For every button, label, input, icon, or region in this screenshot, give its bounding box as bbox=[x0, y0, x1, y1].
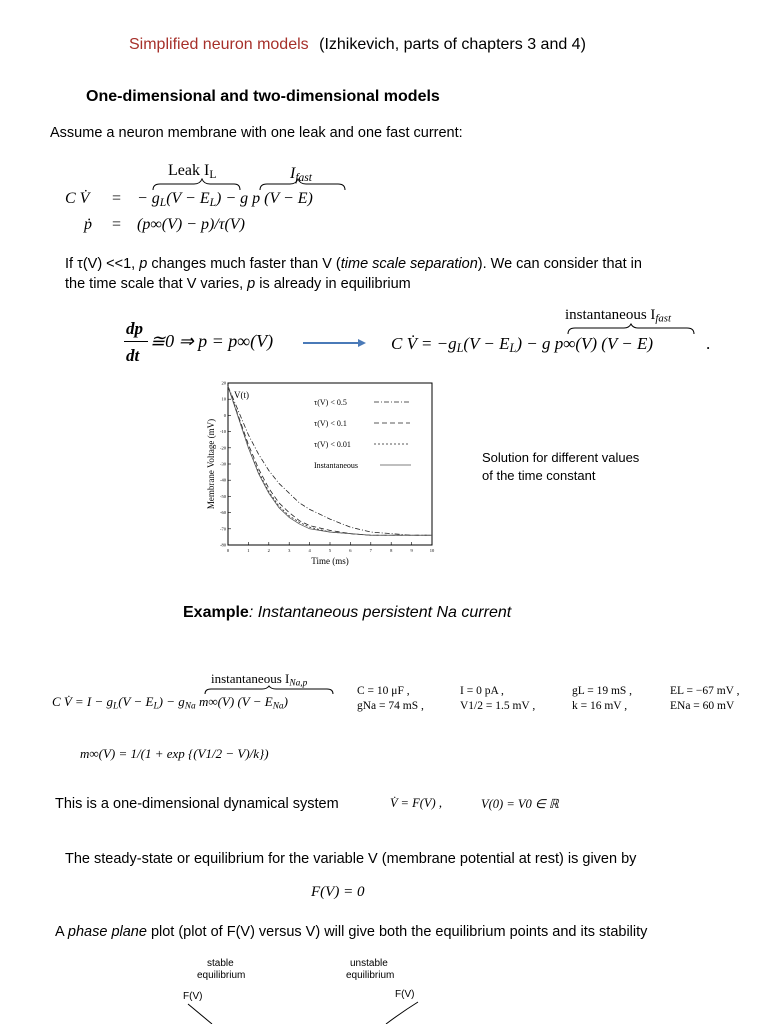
param-vhalf: V1/2 = 1.5 mV , bbox=[460, 700, 536, 712]
figure-caption-line2: of the time constant bbox=[482, 468, 596, 483]
x-tick-label: 5 bbox=[328, 548, 332, 553]
eq3-brace-label: instantaneous $I_{Na,p}$ bbox=[211, 671, 308, 689]
param-c: C = 10 μF , bbox=[357, 685, 410, 697]
y-tick-label: -10 bbox=[220, 429, 226, 435]
y-tick-label: -30 bbox=[220, 461, 226, 467]
x-tick-label: 1 bbox=[247, 548, 250, 553]
param-el: EL = −67 mV , bbox=[670, 685, 740, 697]
eq2-dp: dp bbox=[126, 319, 143, 338]
eq2-brace-label: instantaneous $I_{fast}$ bbox=[565, 307, 672, 325]
steady-state-eq: F(V) = 0 bbox=[311, 884, 365, 900]
eq2-fraction-bar bbox=[124, 341, 148, 342]
stable-label-1: stable bbox=[207, 958, 234, 969]
left-axis-label: F(V) bbox=[183, 991, 203, 1002]
steady-state-text: The steady-state or equilibrium for the variable V (membrane potential at rest) is given by bbox=[65, 851, 637, 867]
section-heading: One-dimensional and two-dimensional models bbox=[86, 88, 440, 105]
trace-label: V(t) bbox=[234, 390, 249, 400]
eq2-dt: dt bbox=[126, 346, 140, 365]
x-axis-label: Time (ms) bbox=[311, 556, 349, 566]
y-tick-label: 0 bbox=[223, 412, 226, 418]
param-i: I = 0 pA , bbox=[460, 685, 504, 697]
x-tick-label: 4 bbox=[308, 548, 311, 553]
x-tick-label: 7 bbox=[369, 548, 372, 553]
param-k: k = 16 mV , bbox=[572, 700, 628, 712]
y-tick-label: 20 bbox=[221, 380, 226, 386]
figure-caption-line1: Solution for different values bbox=[482, 450, 640, 465]
phase-plot-curves bbox=[180, 1000, 430, 1024]
one-dim-system-text: This is a one-dimensional dynamical system bbox=[55, 796, 339, 812]
implies-arrow-icon bbox=[302, 336, 368, 350]
param-gl: gL = 19 mS , bbox=[572, 685, 633, 697]
param-ena: ENa = 60 mV bbox=[670, 700, 735, 712]
x-tick-label: 0 bbox=[226, 548, 230, 553]
y-axis-label: Membrane Voltage (mV) bbox=[206, 418, 216, 510]
eq3-main: C V̇ = $I - g_L(V - E_L) - g_{Na}$ m∞(V) $(V - E_{Na})$ bbox=[52, 694, 288, 712]
eq1-line1-equals: = bbox=[112, 190, 122, 207]
y-tick-label: -80 bbox=[220, 542, 226, 548]
eq1-line1-rhs: − $g_L(V - E_L) - g$ p (V − E) bbox=[137, 190, 313, 209]
stable-label-2: equilibrium bbox=[197, 970, 246, 981]
y-tick-label: -40 bbox=[220, 477, 226, 483]
timescale-paragraph-line1: If τ(V) <<1, p changes much faster than V (time scale separation). We can consider that in bbox=[65, 256, 642, 272]
eq1-brace-leak-label: Leak $I_L$ bbox=[168, 162, 217, 181]
x-tick-label: 10 bbox=[429, 548, 435, 553]
eq1-brace-fast-label: $I_{fast}$ bbox=[290, 165, 312, 184]
x-tick-label: 6 bbox=[349, 548, 352, 553]
title-main: Simplified neuron models bbox=[129, 36, 309, 53]
x-tick-label: 3 bbox=[288, 548, 291, 553]
eq2-rhs: C V̇ = $-g_L(V - E_L) - g$ p∞(V) (V − E) bbox=[391, 334, 654, 356]
example-heading: Example: Instantaneous persistent Na current bbox=[183, 604, 512, 621]
legend-label: τ(V) < 0.5 bbox=[314, 398, 347, 407]
equation-m-infinity: m∞(V) = 1/(1 + exp {(V1/2 − V)/k}) bbox=[80, 746, 269, 761]
intro-text: Assume a neuron membrane with one leak and one fast current: bbox=[50, 125, 463, 141]
one-dim-eq-b: V(0) = V0 ∈ ℝ bbox=[481, 797, 559, 811]
y-tick-label: -50 bbox=[220, 493, 226, 499]
legend-label: τ(V) < 0.01 bbox=[314, 440, 351, 449]
y-tick-label: -70 bbox=[220, 526, 226, 532]
eq2-period: . bbox=[706, 334, 711, 353]
unstable-label-1: unstable bbox=[350, 958, 388, 969]
param-gna: gNa = 74 mS , bbox=[357, 700, 424, 712]
legend-label: τ(V) < 0.1 bbox=[314, 419, 347, 428]
x-tick-label: 8 bbox=[390, 548, 393, 553]
y-tick-label: -60 bbox=[220, 510, 226, 516]
timescale-paragraph-line2: the time scale that V varies, p is already in equilibrium bbox=[65, 276, 411, 292]
x-tick-label: 9 bbox=[410, 548, 413, 553]
eq1-line2-rhs: (p∞(V) − p)/τ(V) bbox=[137, 216, 245, 233]
x-tick-label: 2 bbox=[267, 548, 270, 553]
right-axis-label: F(V) bbox=[395, 989, 415, 1000]
eq2-middle: ≅0 ⇒ p = p∞(V) bbox=[150, 331, 274, 351]
title-reference: (Izhikevich, parts of chapters 3 and 4) bbox=[319, 36, 586, 53]
y-tick-label: -20 bbox=[220, 445, 226, 451]
y-tick-label: 10 bbox=[221, 396, 226, 402]
eq1-line1-lhs: C V̇ bbox=[65, 190, 90, 207]
page-title bbox=[129, 36, 586, 54]
eq1-line2-equals: = bbox=[112, 216, 122, 233]
unstable-label-2: equilibrium bbox=[346, 970, 395, 981]
one-dim-eq-a: V̇ = F(V) , bbox=[390, 796, 442, 810]
voltage-decay-chart bbox=[200, 378, 440, 570]
legend-label: Instantaneous bbox=[314, 461, 358, 470]
phase-plane-text: A phase plane plot (plot of F(V) versus V) will give both the equilibrium points and its stability bbox=[55, 924, 648, 940]
eq1-line2-lhs: ṗ bbox=[84, 216, 92, 233]
